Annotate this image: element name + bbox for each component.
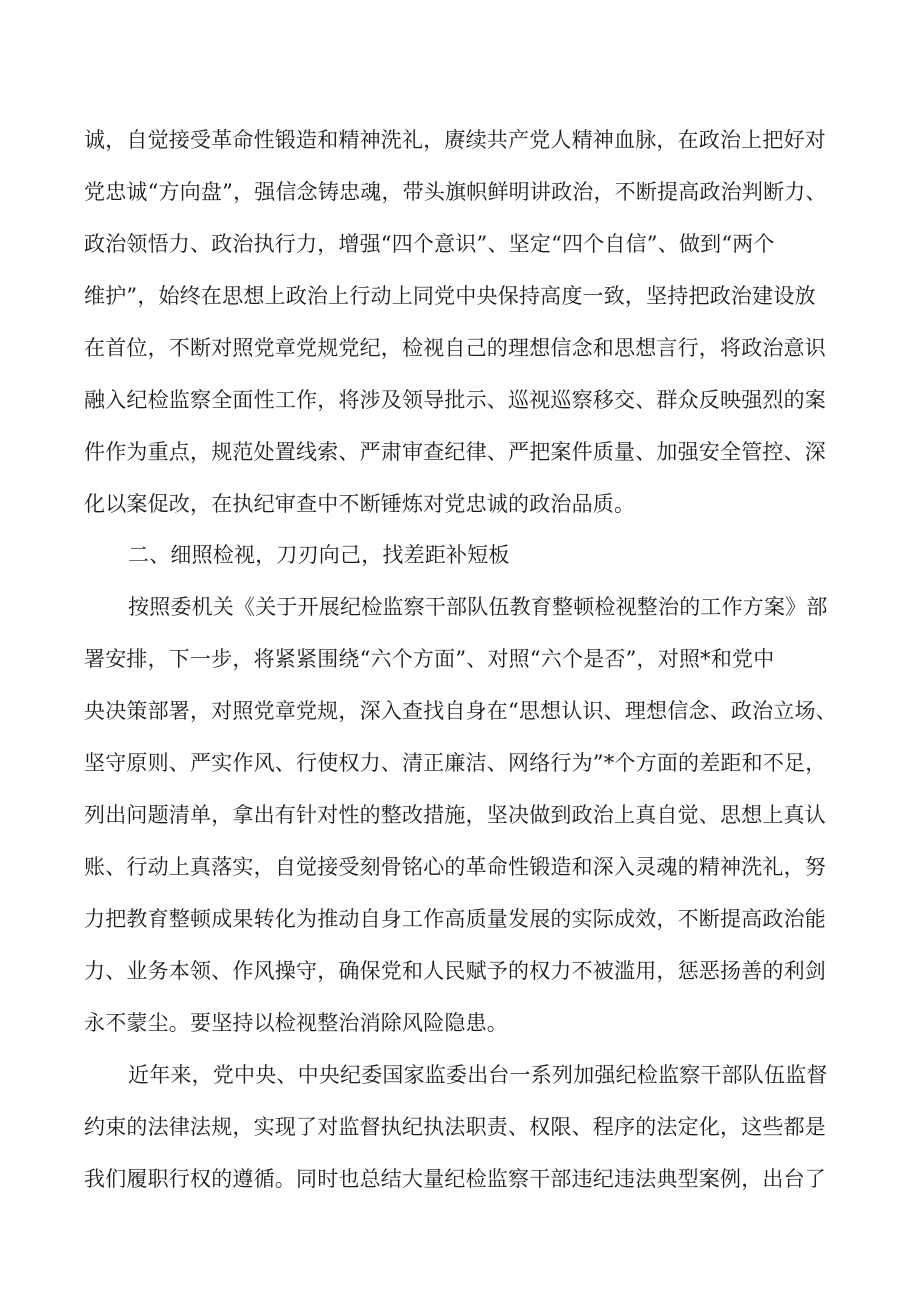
text-line: 力把教育整顿成果转化为推动自身工作高质量发展的实际成效，不断提高政治能: [84, 907, 826, 931]
text-line: 永不蒙尘。要坚持以检视整治消除风险隐患。: [84, 1011, 508, 1035]
text-line: 在首位，不断对照党章党规党纪，检视自己的理想信念和思想言行，将政治意识: [84, 336, 826, 360]
text-line: 近年来，党中央、中央纪委国家监委出台一系列加强纪检监察干部队伍监督: [128, 1063, 828, 1087]
text-line: 署安排，下一步，将紧紧围绕“六个方面”、对照“六个是否”，对照*和党中: [84, 647, 775, 671]
text-line: 政治领悟力、政治执行力，增强“四个意识”、坚定“四个自信”、做到“两个: [84, 232, 775, 256]
text-line: 央决策部署，对照党章党规，深入查找自身在“思想认识、理想信念、政治立场、: [84, 699, 837, 723]
text-line: 力、业务本领、作风操守，确保党和人民赋予的权力不被滥用，惩恶扬善的利剑: [84, 959, 826, 983]
text-line: 列出问题清单，拿出有针对性的整改措施，坚决做到政治上真自觉、思想上真认: [84, 803, 826, 827]
text-line: 约束的法律法规，实现了对监督执纪执法职责、权限、程序的法定化，这些都是: [84, 1115, 826, 1139]
text-line: 融入纪检监察全面性工作，将涉及领导批示、巡视巡察移交、群众反映强烈的案: [84, 388, 826, 412]
text-line: 维护”，始终在思想上政治上行动上同党中央保持高度一致，坚持把政治建设放: [84, 284, 816, 308]
text-line: 我们履职行权的遵循。同时也总结大量纪检监察干部违纪违法典型案例，出台了: [84, 1167, 826, 1191]
text-line: 坚守原则、严实作风、行使权力、清正廉洁、网络行为”*个方面的差距和不足，: [84, 751, 827, 775]
text-line: 化以案促改，在执纪审查中不断锤炼对党忠诚的政治品质。: [84, 492, 636, 516]
text-line: 按照委机关《关于开展纪检监察干部队伍教育整顿检视整治的工作方案》部: [128, 595, 828, 619]
text-line: 件作为重点，规范处置线索、严肃审查纪律、严把案件质量、加强安全管控、深: [84, 440, 826, 464]
text-line: 账、行动上真落实，自觉接受刻骨铭心的革命性锻造和深入灵魂的精神洗礼，努: [84, 855, 826, 879]
text-line: 诚，自觉接受革命性锻造和精神洗礼，赓续共产党人精神血脉，在政治上把好对: [84, 128, 826, 152]
section-heading: 二、细照检视，刀刃向己，找差距补短板: [128, 543, 510, 567]
text-line: 党忠诚“方向盘”，强信念铸忠魂，带头旗帜鲜明讲政治，不断提高政治判断力、: [84, 180, 827, 204]
